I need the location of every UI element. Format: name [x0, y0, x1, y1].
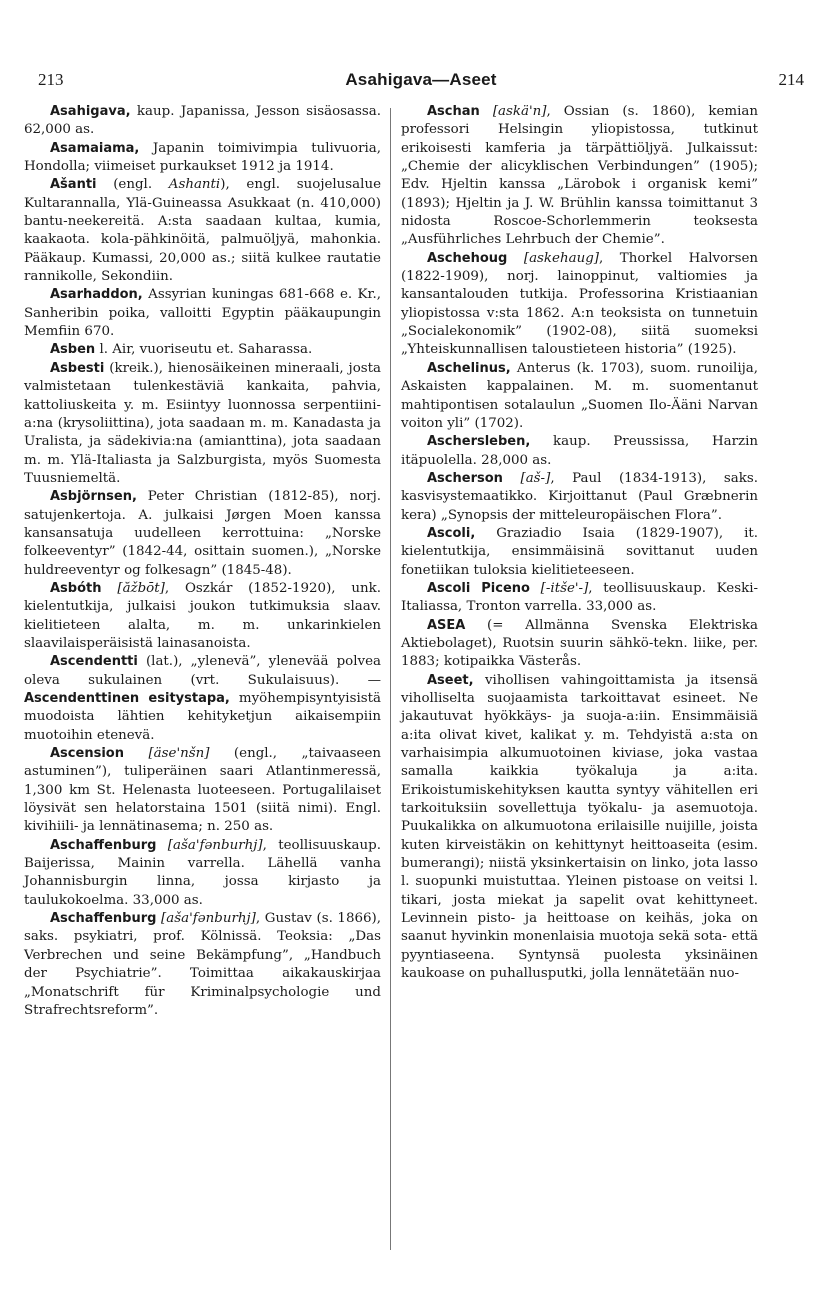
entry-italic: [askehaug]: [523, 250, 599, 266]
entry-text: vihollisen vahingoittamista ja itsensä viholliselta suojaamista tarkoittavat esineet. Ne jakautuvat hyökkäys- ja suoja-a:iin. Ensimmäisiä a:ita olivat kivet, kalikat y. m. Tehdyistä a:sta on varhaisimpia alkumuotoinen kiviase, joka vastaa samalla kaikkia työkaluja ja a:ita. Erikoistumiskehityksen kautta syntyy vähitellen eri tarkoituksiin sovellettuja työkalu- ja asemuotoja. Puukalikka on alkumuotona erilaisille nuijille, joista kuten kirveistäkin on kehittynyt heittoaseita (esim. bumerangi); niistä yksinkertaisin on linko, jota lasso l. suopunki muistuttaa. Yleinen pistoase on veitsi l. tikari, josta miekat ja sapelit ovat kehittyneet. Levinnein pisto- ja heittoase on keihäs, joka on saanut hyvinkin monenlaisia muotoja sekä sota- että pyyntiaseena. Syntynsä puolesta yksinäinen kaukoase on puhallusputki, jolla lennätetään nuo-: [401, 672, 758, 982]
entry-text: [530, 581, 541, 596]
entry-text: , Gustav (s. 1866), saks. psykiatri, prof. Kölnissä. Teoksia: „Das Verbrechen und seine Bekämpfung”, „Handbuch der Psychiatrie”. Toimittaa aikakauskirjaa „Monatschrift für Kriminalpsychologie und Strafrechtsreform”.: [24, 911, 381, 1018]
entry-ascension: [24, 745, 381, 837]
headword: Ascherson: [427, 470, 503, 486]
entry-italic: [äse'nšn]: [148, 746, 210, 762]
entry-text: Assyrian kuningas 681-668 e. Kr., Sanheribin poika, valloitti Egyptin pääkaupungin Memfiin 670.: [24, 287, 381, 340]
entry-aseet: [401, 672, 758, 984]
headword: Aschelinus,: [427, 360, 511, 376]
entry-text: , Ossian (s. 1860), kemian professori Helsingin yliopistossa, tutkinut erikoisesti kamferia ja tärpättiöljyä. Julkaissut: „Chemie der alicyklischen Verbindungen” (1905); Edv. Hjeltin kanssa „Lärobok i organisk kemi” (1893); Hjeltin ja J. W. Brühlin kanssa toimittanut 3 nidosta Roscoe-Schorlemmerin teoksesta „Ausführliches Lehrbuch der Chemie”.: [401, 104, 758, 248]
entry-text: ), engl. suojelusalue Kultarannalla, Ylä-Guineassa Asukkaat (n. 410,000) bantu-neekereitä. A:sta saadaan kultaa, kumia, kaakaota. kola-pähkinöitä, palmuöljyä, mahonkia. Pääkaup. Kumassi, 20,000 as.; siitä kulkee rautatie rannikolle, Sekondiin.: [24, 177, 381, 285]
headword: ASEA: [427, 617, 466, 633]
entry-ascoli-piceno: [401, 580, 758, 617]
entry-text: [102, 581, 118, 596]
entry-asarhaddon: [24, 286, 381, 341]
entry-text: Graziadio Isaia (1829-1907), it. kielentutkija, ensimmäisinä sovittanut uuden fonetiikan tuloksia kielitieteeseen.: [401, 525, 758, 578]
entry-asanti: [24, 176, 381, 286]
entry-aschersleben: [401, 433, 758, 470]
entry-text: , teollisuuskaup. Keski-Italiassa, Tronton varrella. 33,000 as.: [401, 580, 758, 615]
entry-text: (engl.: [96, 177, 169, 193]
entry-text: [124, 746, 148, 761]
running-head: Asahigava—Aseet: [345, 70, 497, 89]
entry-italic: Ashanti: [168, 177, 221, 193]
entry-text: , teollisuuskaup. Baijerissa, Mainin varrella. Lähellä vanha Johannisburgin linna, jossa kirjasto ja taulukokoelma. 33,000 as.: [24, 837, 381, 908]
entry-text: Peter Christian (1812-85), norj. satujenkertoja. A. julkaisi Jørgen Moen kanssa kansansatuja uudelleen kerrottuina: „Norske folkeeventyr” (1842-44, osittain suomen.), „Norske huldreeventyr og folkesagn” (1845-48).: [24, 489, 381, 578]
entry-text: [480, 104, 493, 119]
entry-text: , Oszkár (1852-1920), unk. kielentutkija, julkaisi joukon tutkimuksia slaav. kielitieteen alalta, m. m. unkarinkielen slaavilaisperäisistä lainasanoista.: [24, 580, 381, 651]
headword: Aseet,: [427, 672, 474, 688]
entry-aschan: [401, 103, 758, 250]
headword: Aschaffenburg: [50, 837, 157, 853]
entry-ascendentti: [24, 653, 381, 745]
headword: Ašanti: [50, 177, 97, 193]
entry-asea: [401, 617, 758, 672]
entry-asamaiama: [24, 140, 381, 177]
headword: Ascoli,: [427, 525, 476, 541]
entry-text: (lat.), „ylenevä”, ylenevää polvea oleva sukulainen (vrt. Sukulaisuus). —: [24, 654, 381, 688]
entry-text: Anterus (k. 1703), suom. runoilija, Askaisten kappalainen. M. m. suomentanut mahtipontisen sotalaulun „Suomen Ilo-Ääni Narvan voiton yli” (1702).: [401, 360, 758, 431]
headword: Ascendentti: [50, 654, 138, 670]
entry-text: (kreik.), hienosäikeinen mineraali, josta valmistetaan tulenkestäviä kankaita, pahvia, kattoliuskeita y. m. Esiintyy luonnossa serpentiini-a:na (krysoliittina), jota saadaan m. m. Kanadasta ja Uralista, ja sädekivia:na (amianttina), jota saadaan m. m. Ylä-Italiasta ja Salzburgista, myös Suomesta Tuusniemeltä.: [24, 360, 381, 486]
entry-italic: [aša'fənburhj]: [161, 911, 256, 927]
left-column: [24, 103, 381, 1020]
headword: Asbesti: [50, 360, 105, 376]
entry-italic: [ăžbōt]: [117, 580, 165, 596]
headword: Ascendenttinen esitystapa,: [24, 691, 230, 706]
entry-text: [507, 251, 524, 266]
headword: Ascoli Piceno: [427, 580, 530, 596]
entry-asahigava: [24, 103, 381, 140]
entry-text: kaup. Preussissa, Harzin itäpuolella. 28,000 as.: [401, 434, 758, 468]
entry-ascherson: [401, 470, 758, 525]
headword: Asahigava,: [50, 104, 131, 119]
headword: Asbóth: [50, 580, 102, 596]
entry-aschehoug: [401, 250, 758, 360]
entry-italic: [-itše'-]: [540, 580, 589, 596]
entry-italic: [aš-]: [520, 470, 551, 486]
entry-text: kaup. Japanissa, Jesson sisäosassa. 62,000 as.: [24, 104, 381, 138]
entry-text: , Thorkel Halvorsen (1822-1909), norj. lainoppinut, valtiomies ja kansantalouden tutkija. Professorina Kristiaanian yliopistossa v:sta 1862. A:n teoksista on tunnetuin „Socialekonomik” (1902-08), siitä suomeksi „Yhteiskunnallisen taloustieteen historia” (1925).: [401, 250, 758, 358]
entry-aschaffenburg-person: [24, 910, 381, 1020]
entry-text: [156, 838, 167, 853]
headword: Aschersleben,: [427, 434, 531, 450]
entry-text: [503, 471, 521, 486]
entry-asbjornsen: [24, 488, 381, 580]
entry-asboth: [24, 580, 381, 653]
headword: Aschan: [427, 104, 480, 119]
page-number-right: 214: [778, 70, 804, 89]
entry-text: Japanin toimivimpia tulivuoria, Hondolla; viimeiset purkaukset 1912 ja 1914.: [24, 140, 381, 175]
entry-italic: [askä'n]: [492, 104, 547, 119]
entry-aschelinus: [401, 360, 758, 433]
headword: Aschehoug: [427, 250, 508, 266]
entry-asbesti: [24, 360, 381, 488]
headword: Aschaffenburg: [50, 911, 157, 927]
entry-ascoli: [401, 525, 758, 580]
entry-text: l. Air, vuoriseutu et. Saharassa.: [95, 342, 313, 358]
column-divider: [390, 108, 391, 1250]
entry-text: (engl., „taivaaseen astuminen”), tuliperäinen saari Atlantinmeressä, 1,300 km St. Helenasta luoteeseen. Portugalilaiset löysivät sen helatorstaina 1501 (siitä nimi). Engl. kivihiili- ja lennätinasema; n. 250 as.: [24, 746, 381, 835]
headword: Asben: [50, 342, 96, 358]
entry-text: (= Allmänna Svenska Elektriska Aktiebolaget), Ruotsin suurin sähkö-tekn. liike, per. 1883; kotipaikka Västerås.: [401, 617, 758, 670]
entry-text: , Paul (1834-1913), saks. kasvisystemaatikko. Kirjoittanut (Paul Græbnerin kera) „Synopsis der mitteleuropäischen Flora”.: [401, 470, 758, 523]
headword: Ascension: [50, 746, 124, 762]
right-column: [401, 103, 758, 984]
headword: Asarhaddon,: [50, 287, 143, 303]
page-number-left: 213: [38, 70, 64, 89]
page-header: [38, 70, 804, 100]
entry-italic: [aša'fənburhj]: [167, 837, 263, 853]
headword: Asbjörnsen,: [50, 489, 137, 505]
headword: Asamaiama,: [50, 140, 140, 156]
entry-aschaffenburg-city: [24, 837, 381, 910]
entry-asben: [24, 341, 381, 359]
entry-text: myöhempisyntyisistä muodoista lähtien kehityketjun aikaisempiin muotoihin etenevä.: [24, 691, 381, 743]
